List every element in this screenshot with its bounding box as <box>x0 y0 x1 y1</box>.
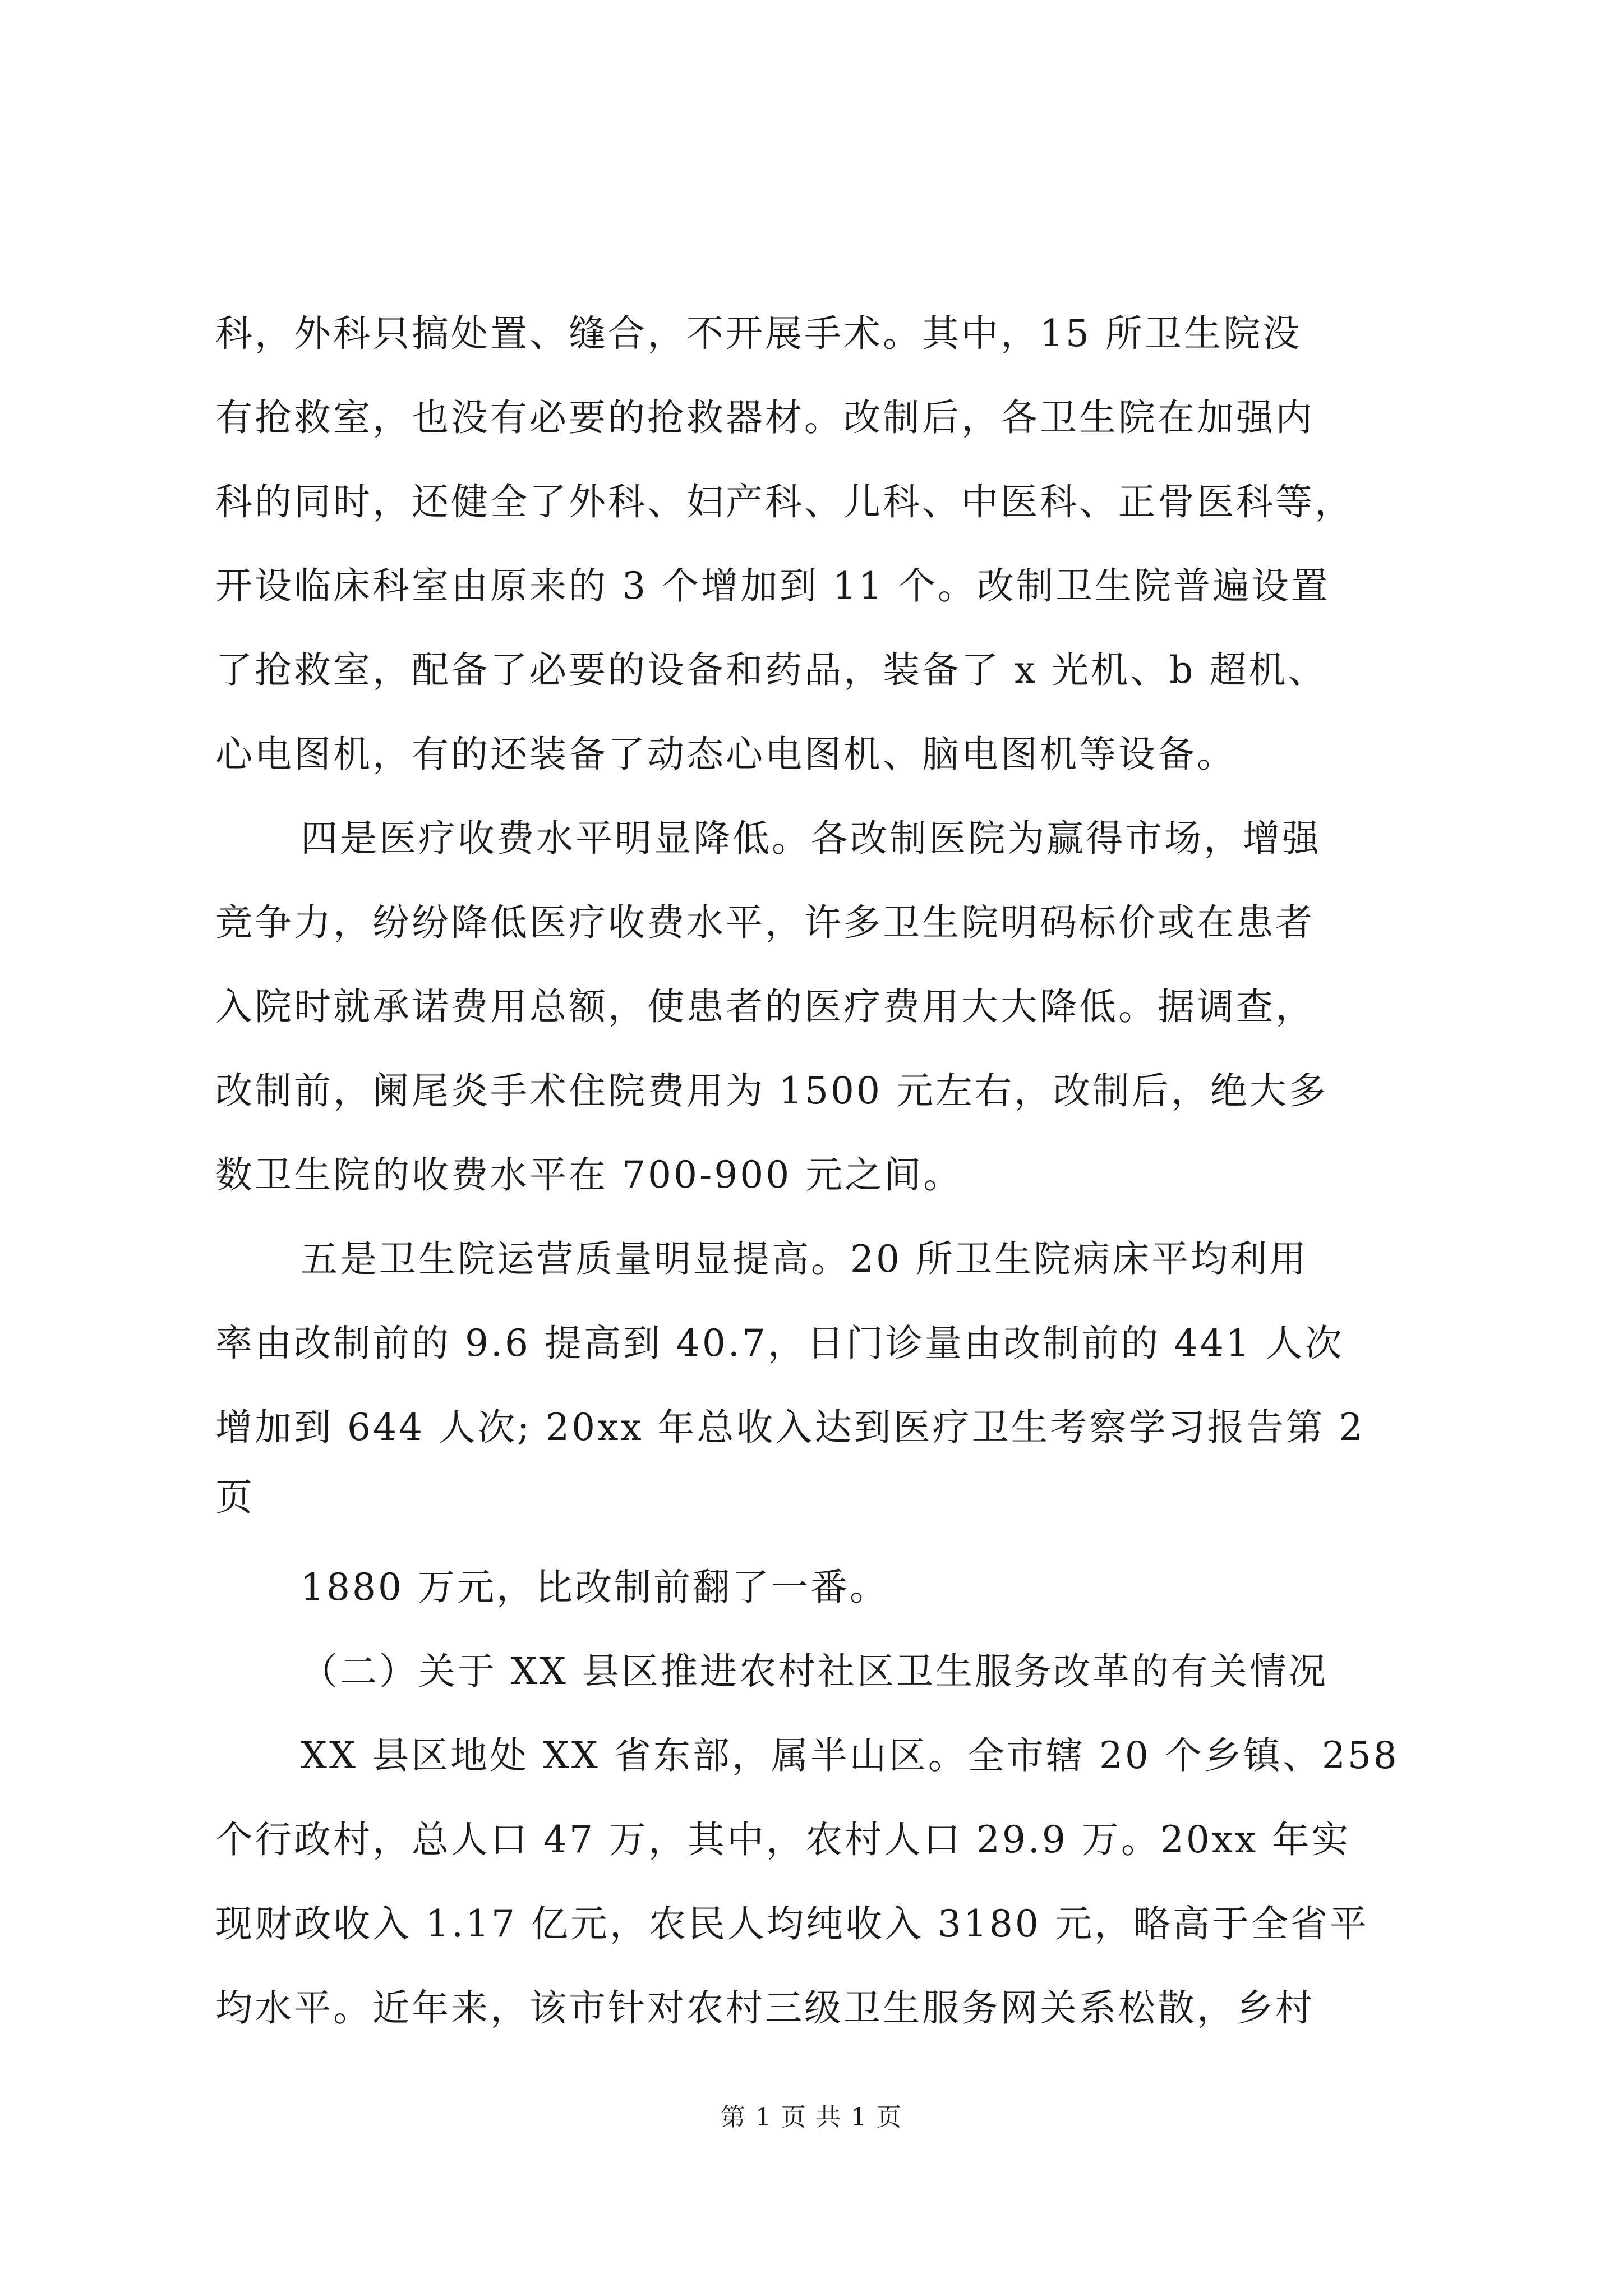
paragraph-line: 四是医疗收费水平明显降低。各改制医院为赢得市场，增强 <box>301 817 1321 860</box>
paragraph-line: 开设临床科室由原来的 3 个增加到 11 个。改制卫生院普遍设置 <box>215 564 1330 608</box>
paragraph-line: 改制前，阑尾炎手术住院费用为 1500 元左右，改制后，绝大多 <box>215 1069 1328 1112</box>
paragraph-line: 现财政收入 1.17 亿元，农民人均纯收入 3180 元，略高于全省平 <box>215 1902 1369 1945</box>
paragraph-line: 竞争力，纷纷降低医疗收费水平，许多卫生院明码标价或在患者 <box>215 901 1315 944</box>
paragraph-line: 数卫生院的收费水平在 700-900 元之间。 <box>215 1153 963 1197</box>
paragraph-line: 了抢救室，配备了必要的设备和药品，装备了 x 光机、b 超机、 <box>215 648 1327 692</box>
page-number-footer: 第 1 页 共 1 页 <box>721 2103 902 2132</box>
section-heading: （二）关于 XX 县区推进农村社区卫生服务改革的有关情况 <box>301 1650 1328 1693</box>
paragraph-line: 个行政村，总人口 47 万，其中，农村人口 29.9 万。20xx 年实 <box>215 1818 1351 1861</box>
paragraph-line: 均水平。近年来，该市针对农村三级卫生服务网关系松散，乡村 <box>215 1986 1315 2030</box>
paragraph-line: 1880 万元，比改制前翻了一番。 <box>301 1566 889 1609</box>
paragraph-line: 增加到 644 人次; 20xx 年总收入达到医疗卫生考察学习报告第 2 <box>215 1406 1365 1449</box>
paragraph-line: 心电图机，有的还装备了动态心电图机、脑电图机等设备。 <box>215 733 1236 776</box>
paragraph-line: XX 县区地处 XX 省东部，属半山区。全市辖 20 个乡镇、258 <box>301 1734 1399 1777</box>
paragraph-line: 五是卫生院运营质量明显提高。20 所卫生院病床平均利用 <box>301 1237 1308 1281</box>
paragraph-line: 入院时就承诺费用总额，使患者的医疗费用大大降低。据调查， <box>215 985 1315 1028</box>
paragraph-line: 率由改制前的 9.6 提高到 40.7，日门诊量由改制前的 441 人次 <box>215 1322 1344 1365</box>
paragraph-line: 有抢救室，也没有必要的抢救器材。改制后，各卫生院在加强内 <box>215 396 1315 439</box>
paragraph-line: 科的同时，还健全了外科、妇产科、儿科、中医科、正骨医科等， <box>215 480 1354 523</box>
paragraph-line: 页 <box>215 1476 255 1519</box>
paragraph-line: 科，外科只搞处置、缝合，不开展手术。其中，15 所卫生院没 <box>215 312 1302 355</box>
